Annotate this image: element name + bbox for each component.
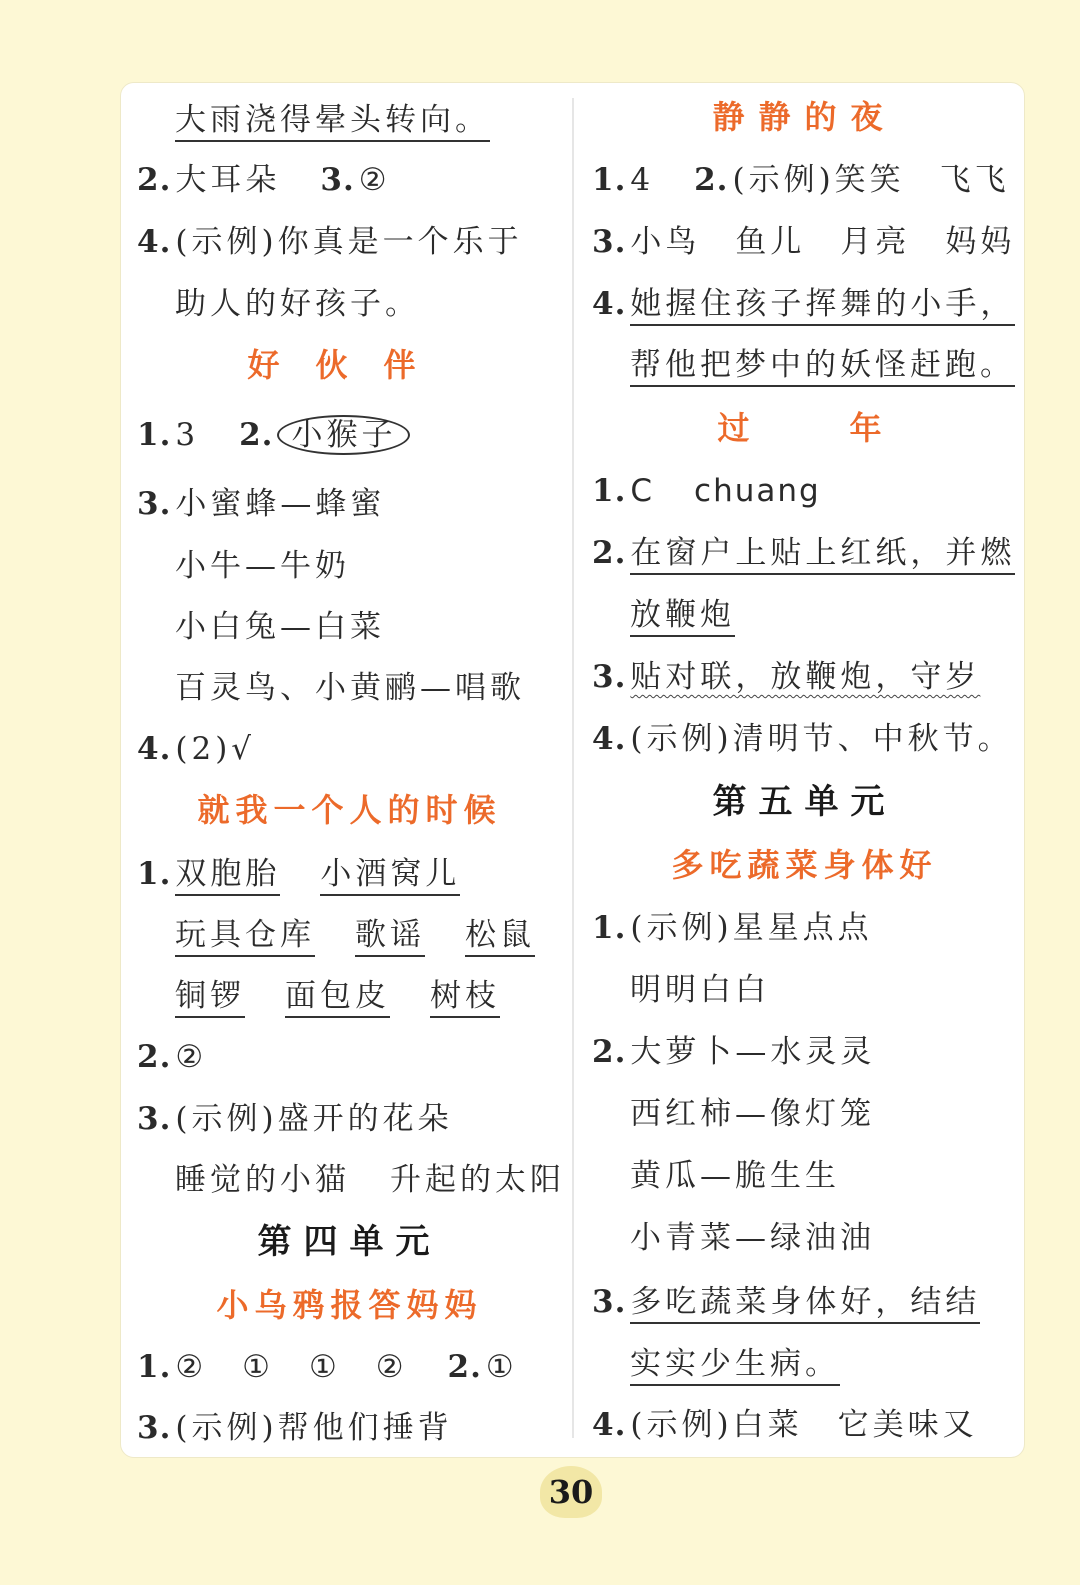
answer-line: 3. 多吃蔬菜身体好，结结 — [592, 1277, 980, 1327]
lesson-title: 就我一个人的时候 — [197, 791, 502, 829]
answer-line: 3. (示例)帮他们捶背 — [137, 1410, 453, 1446]
answer-line: 1. C chuang — [592, 473, 821, 509]
circled-answer: 小猴子 — [277, 415, 410, 455]
answer-line: 玩具仓库 歌谣 松鼠 — [137, 910, 535, 960]
lesson-title: 小乌鸦报答妈妈 — [216, 1286, 483, 1324]
answer-line: 2. ② — [137, 1039, 208, 1075]
page-number: 30 — [540, 1466, 602, 1518]
answer-line: 4. (2)√ — [137, 731, 256, 767]
answer-line: 3. 贴对联，放鞭炮，守岁 — [592, 659, 981, 695]
lesson-title: 过年 — [717, 409, 982, 447]
answer-line: 4. (示例)清明节、中秋节。 — [592, 721, 1013, 757]
answer-line: 黄瓜—脆生生 — [630, 1158, 840, 1194]
answer-line: 4. (示例)你真是一个乐于 — [137, 224, 523, 260]
answer-line: 4. 她握住孩子挥舞的小手， — [592, 279, 1015, 329]
answer-line: 小白兔—白菜 — [175, 609, 385, 645]
answer-line: 3. 小蜜蜂—蜂蜜 — [137, 486, 386, 522]
answer-line: 小牛—牛奶 — [175, 548, 350, 584]
answer-line: 1. ② ① ① ② 2. ① — [137, 1349, 518, 1385]
unit-heading: 第五单元 — [712, 782, 897, 822]
unit-heading: 第四单元 — [257, 1222, 442, 1262]
answer-line: 1. 3 2. 小猴子 — [137, 410, 410, 460]
answer-line: 西红柿—像灯笼 — [630, 1096, 875, 1132]
answer-line: 大雨浇得晕头转向。 — [137, 95, 490, 145]
answer-line: 小青菜—绿油油 — [630, 1220, 875, 1256]
answer-line: 4. (示例)白菜 它美味又 — [592, 1407, 978, 1443]
answer-line: 2. 大萝卜—水灵灵 — [592, 1034, 876, 1070]
answer-line: 帮他把梦中的妖怪赶跑。 — [592, 340, 1015, 390]
answer-line: 放鞭炮 — [592, 590, 735, 640]
answer-line: 3. 小鸟 鱼儿 月亮 妈妈 — [592, 224, 1016, 260]
answer-line: 助人的好孩子。 — [175, 286, 420, 322]
column-divider — [572, 98, 574, 1438]
lesson-title: 多吃蔬菜身体好 — [671, 846, 938, 884]
answer-line: 3. (示例)盛开的花朵 — [137, 1101, 453, 1137]
lesson-title: 静静的夜 — [712, 98, 897, 136]
answer-line: 1. (示例)星星点点 — [592, 910, 873, 946]
answer-line: 实实少生病。 — [592, 1339, 840, 1389]
answer-line: 2. 在窗户上贴上红纸，并燃 — [592, 528, 1015, 578]
answer-line: 铜锣 面包皮 树枝 — [137, 971, 500, 1021]
answer-line: 睡觉的小猫 升起的太阳 — [175, 1162, 565, 1198]
answer-line: 2. 大耳朵 3. ② — [137, 162, 391, 198]
answer-line: 1. 4 2. (示例)笑笑 飞飞 — [592, 162, 1010, 198]
answer-line: 百灵鸟、小黄鹂—唱歌 — [175, 670, 525, 706]
answer-line: 1. 双胞胎 小酒窝儿 — [137, 849, 460, 899]
lesson-title: 好伙伴 — [247, 346, 452, 384]
answer-line: 明明白白 — [630, 972, 770, 1008]
